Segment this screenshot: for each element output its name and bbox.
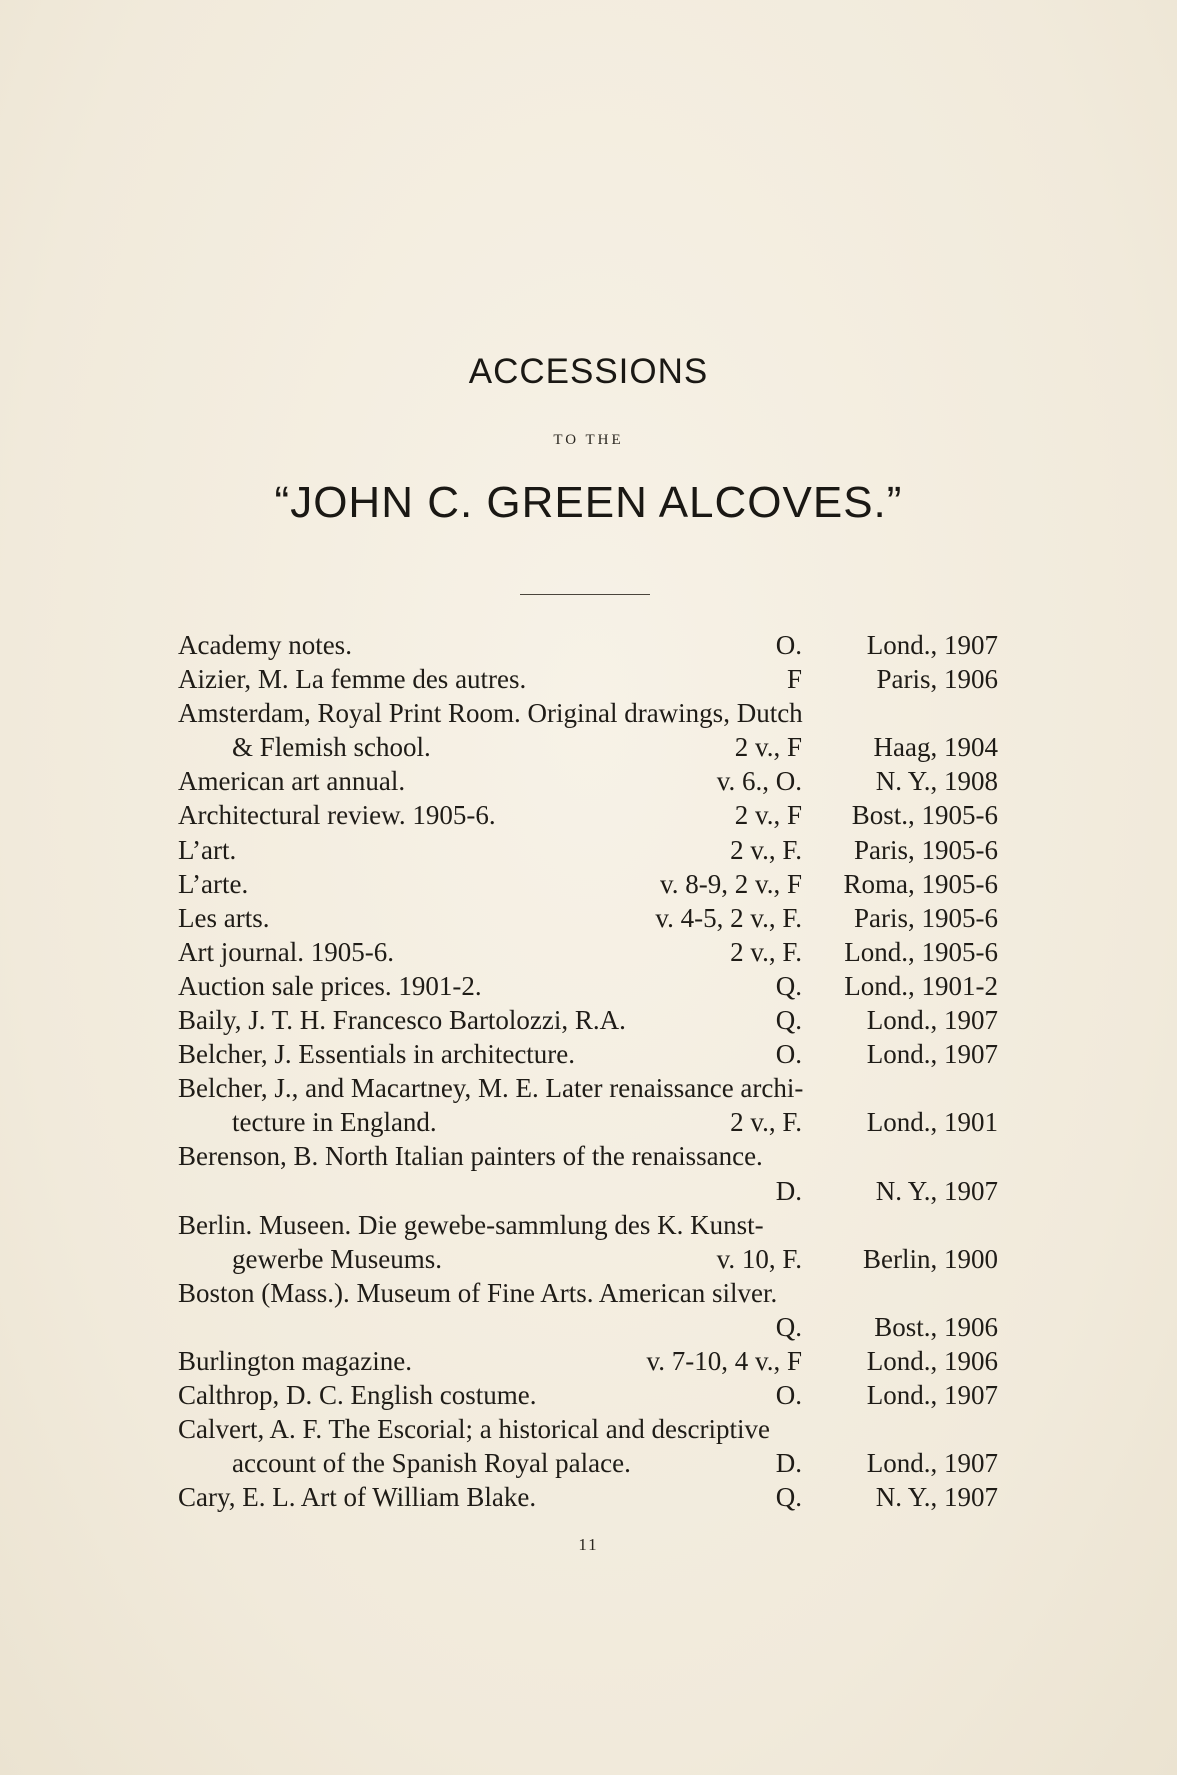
entry-format: D. xyxy=(775,1175,802,1206)
list-item xyxy=(0,867,1177,901)
entry-format: 2 v., F xyxy=(734,800,802,831)
list-item xyxy=(0,1105,1177,1139)
list-item xyxy=(0,1276,1177,1310)
entry-imprint: Lond., 1901-2 xyxy=(844,970,998,1001)
entry-format: Q. xyxy=(775,970,802,1001)
entry-text: Burlington magazine. xyxy=(178,1345,412,1376)
entry-imprint: Paris, 1906 xyxy=(876,664,998,695)
entry-imprint: Roma, 1905-6 xyxy=(843,868,998,899)
list-item xyxy=(0,696,1177,730)
list-item xyxy=(0,969,1177,1003)
entry-format: Q. xyxy=(775,1482,802,1513)
entry-format: 2 v., F xyxy=(734,732,802,763)
entry-format: v. 7-10, 4 v., F xyxy=(646,1345,802,1376)
page-subtitle: TO THE xyxy=(553,432,624,448)
list-item xyxy=(0,730,1177,764)
entry-text: Boston (Mass.). Museum of Fine Arts. American silver. xyxy=(178,1277,778,1308)
list-item xyxy=(0,1139,1177,1173)
entry-imprint: Bost., 1906 xyxy=(874,1311,998,1342)
list-item xyxy=(0,628,1177,662)
list-item xyxy=(0,901,1177,935)
entry-format: 2 v., F. xyxy=(730,834,802,865)
list-item xyxy=(0,662,1177,696)
entry-imprint: Lond., 1901 xyxy=(866,1107,998,1138)
entry-text: Cary, E. L. Art of William Blake. xyxy=(178,1482,537,1513)
entry-imprint: Paris, 1905-6 xyxy=(854,902,998,933)
list-item xyxy=(0,1174,1177,1208)
entry-text: Belcher, J. Essentials in architecture. xyxy=(178,1039,576,1070)
entry-imprint: Lond., 1906 xyxy=(866,1345,998,1376)
entry-format: F xyxy=(786,664,802,695)
list-item xyxy=(0,1208,1177,1242)
entry-text: Academy notes. xyxy=(178,630,352,660)
entry-format: v. 10, F. xyxy=(716,1243,802,1274)
list-item xyxy=(0,1378,1177,1412)
accession-list xyxy=(0,628,1177,1514)
entry-imprint: N. Y., 1907 xyxy=(875,1175,998,1206)
list-item xyxy=(0,764,1177,798)
list-item xyxy=(0,798,1177,832)
list-item xyxy=(0,1037,1177,1071)
list-item xyxy=(0,1071,1177,1105)
entry-text: Aizier, M. La femme des autres. xyxy=(178,664,527,695)
list-item xyxy=(0,1003,1177,1037)
entry-format: v. 4-5, 2 v., F. xyxy=(655,902,802,933)
list-item xyxy=(0,1344,1177,1378)
entry-text: American art annual. xyxy=(178,766,406,797)
entry-text: Berenson, B. North Italian painters of the renaissance. xyxy=(178,1141,763,1172)
entry-format: D. xyxy=(775,1448,802,1479)
entry-imprint: Lond., 1907 xyxy=(866,630,998,660)
entry-text: Amsterdam, Royal Print Room. Original drawings, Dutch xyxy=(178,698,803,729)
entry-imprint: Lond., 1907 xyxy=(866,1039,998,1070)
entry-imprint: Haag, 1904 xyxy=(873,732,998,763)
list-item xyxy=(0,1480,1177,1514)
entry-format: Q. xyxy=(775,1311,802,1342)
entry-text: gewerbe Museums. xyxy=(232,1243,442,1274)
entry-text: Auction sale prices. 1901-2. xyxy=(178,970,482,1001)
entry-text: Berlin. Museen. Die gewebe-sammlung des K. Kunst- xyxy=(178,1209,764,1240)
entry-text: Baily, J. T. H. Francesco Bartolozzi, R.A. xyxy=(178,1005,626,1036)
entry-format: v. 6., O. xyxy=(716,766,802,797)
entry-text: L’art. xyxy=(178,834,237,865)
title-divider xyxy=(520,594,650,595)
list-item xyxy=(0,1310,1177,1344)
entry-format: Q. xyxy=(775,1005,802,1036)
entry-imprint: Bost., 1905-6 xyxy=(851,800,998,831)
list-item xyxy=(0,1412,1177,1446)
entry-format: O. xyxy=(775,1380,802,1411)
list-item xyxy=(0,1446,1177,1480)
entry-imprint: N. Y., 1908 xyxy=(875,766,998,797)
entry-format: O. xyxy=(775,630,802,660)
list-item xyxy=(0,1242,1177,1276)
entry-text: Les arts. xyxy=(178,902,270,933)
entry-text: Architectural review. 1905-6. xyxy=(178,800,496,831)
page-number: 11 xyxy=(578,1535,599,1554)
entry-text: Calvert, A. F. The Escorial; a historical and descriptive xyxy=(178,1414,770,1445)
entry-format: v. 8-9, 2 v., F xyxy=(659,868,802,899)
page-title: ACCESSIONS xyxy=(468,352,709,391)
entry-text: tecture in England. xyxy=(232,1107,437,1138)
entry-format: O. xyxy=(775,1039,802,1070)
entry-imprint: Lond., 1907 xyxy=(866,1005,998,1036)
entry-text: & Flemish school. xyxy=(232,732,431,763)
entry-imprint: Lond., 1907 xyxy=(866,1380,998,1411)
entry-format: 2 v., F. xyxy=(730,936,802,967)
entry-imprint: Paris, 1905-6 xyxy=(854,834,998,865)
entry-text: Belcher, J., and Macartney, M. E. Later renaissance archi- xyxy=(178,1073,804,1104)
entry-text: L’arte. xyxy=(178,868,249,899)
entry-text: Calthrop, D. C. English costume. xyxy=(178,1380,537,1411)
entry-imprint: Lond., 1907 xyxy=(866,1448,998,1479)
list-item xyxy=(0,935,1177,969)
entry-imprint: Lond., 1905-6 xyxy=(844,936,998,967)
list-item xyxy=(0,833,1177,867)
entry-text: Art journal. 1905-6. xyxy=(178,936,394,967)
entry-imprint: Berlin, 1900 xyxy=(863,1243,998,1274)
collection-title: “JOHN C. GREEN ALCOVES.” xyxy=(274,478,903,527)
entry-imprint: N. Y., 1907 xyxy=(875,1482,998,1513)
entry-format: 2 v., F. xyxy=(730,1107,802,1138)
entry-text: account of the Spanish Royal palace. xyxy=(232,1448,631,1479)
